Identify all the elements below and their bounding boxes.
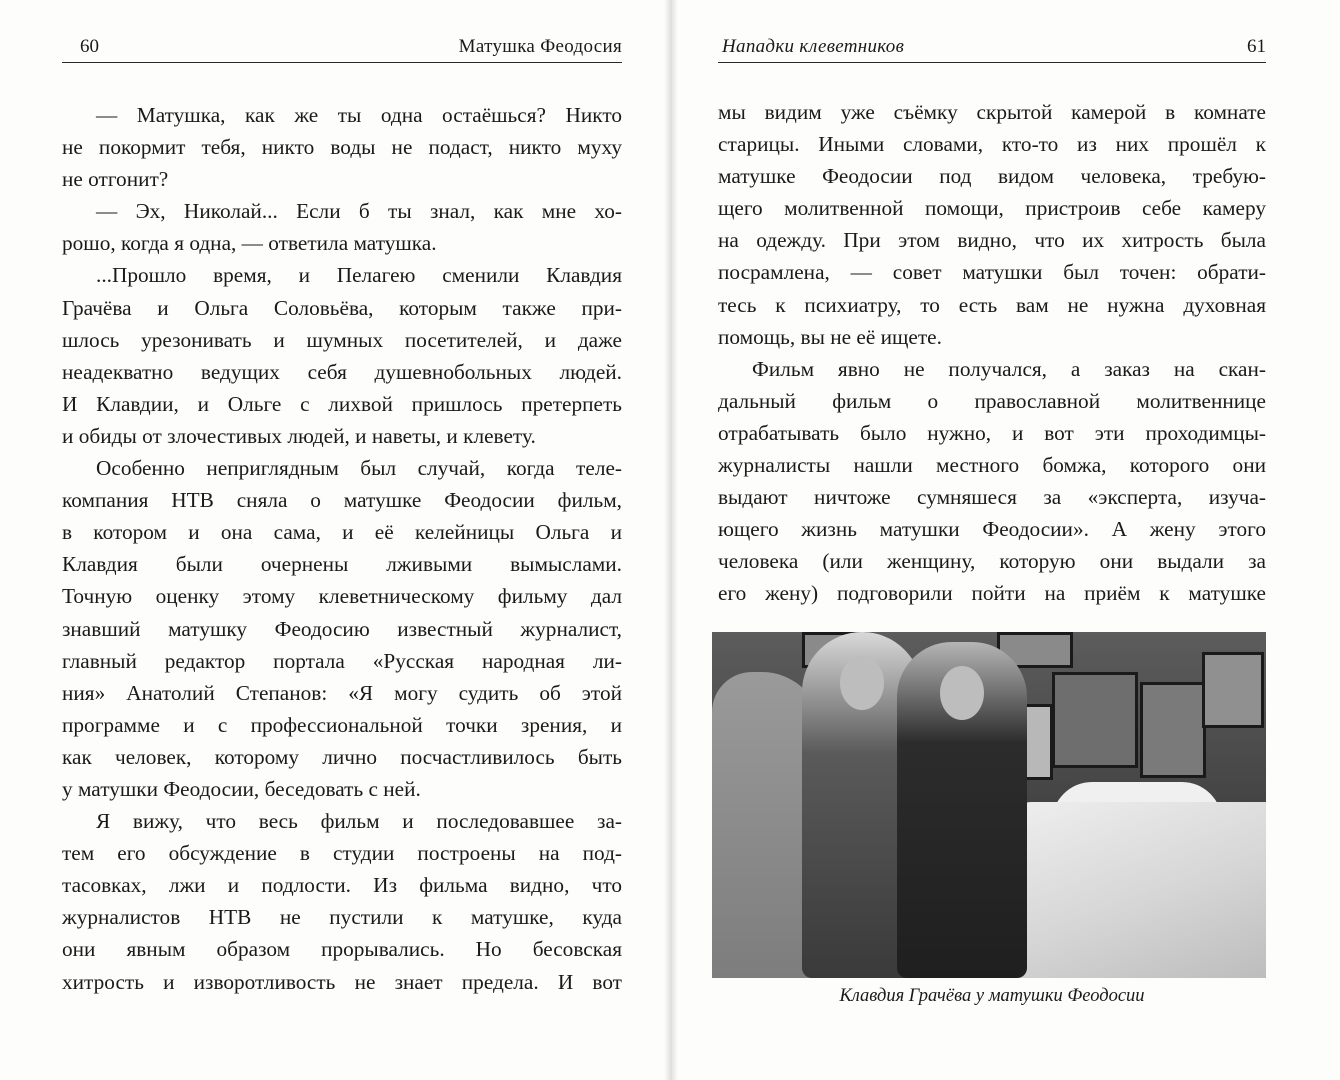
text-line: главный редактор портала «Русская народная ли- <box>62 648 622 673</box>
text-line: и обиды от злочестивых людей, и наветы, и клевету. <box>62 423 536 448</box>
text-line: как человек, которому лично посчастливилось быть <box>62 744 622 769</box>
text-line: ющего жизнь матушки Феодосии». А жену этого <box>718 517 1266 542</box>
photo-bed <box>1002 802 1266 978</box>
text-line: неадекватно ведущих себя душевнобольных людей. <box>62 359 622 384</box>
text-line: на одежду. При этом видно, что их хитрость была <box>718 228 1266 253</box>
text-line: они явным образом прорывались. Но бесовская <box>62 937 622 962</box>
text-line: у матушки Феодосии, беседовать с ней. <box>62 776 421 801</box>
text-line: программе и с профессиональной точки зрения, и <box>62 712 622 737</box>
text-line: выдают ничтоже сумняшеся за «эксперта, изуча- <box>718 485 1266 510</box>
text-line: тасовках, лжи и подлости. Из фильма видно, что <box>62 873 622 898</box>
photo-face-2 <box>940 666 984 720</box>
text-line: журналистов НТВ не пустили к матушке, куда <box>62 905 622 930</box>
right-body-text <box>718 96 1266 610</box>
text-line: шлось урезонивать и шумных посетителей, и даже <box>62 327 622 352</box>
text-line: хитрость и изворотливость не знает предела. И вот <box>62 969 622 994</box>
running-head-title: Матушка Феодосия <box>458 36 622 57</box>
page-number: 61 <box>1247 36 1266 57</box>
text-line: компания НТВ сняла о матушке Феодосии фильм, <box>62 488 622 513</box>
text-line: — Матушка, как же ты одна остаёшься? Никто <box>96 103 622 127</box>
text-line: И Клавдии, и Ольге с лихвой пришлось претерпеть <box>62 391 622 416</box>
text-line: не отгонит? <box>62 167 169 192</box>
text-line: посрамлена, — совет матушки был точен: обрати- <box>718 260 1266 285</box>
text-line: ...Прошло время, и Пелагею сменили Клавдия <box>96 263 622 288</box>
text-line: мы видим уже съёмку скрытой камерой в комнате <box>718 100 1266 124</box>
icon-frame-5 <box>1140 682 1206 778</box>
text-line: отрабатывать было нужно, и вот эти проходимцы- <box>718 420 1266 445</box>
icon-frame-3 <box>1052 672 1138 768</box>
photo-illustration <box>712 632 1266 978</box>
text-line: матушке Феодосии под видом человека, требую- <box>718 164 1266 189</box>
text-line: ния» Анатолий Степанов: «Я могу судить об этой <box>62 680 622 705</box>
text-line: — Эх, Николай... Если б ты знал, как мне хо- <box>96 199 622 224</box>
left-body-text <box>62 99 622 998</box>
text-line: тем его обсуждение в студии построены на под- <box>62 841 622 866</box>
text-line: Фильм явно не получался, а заказ на скан- <box>752 356 1266 381</box>
text-line: знавший матушку Феодосию известный журналист, <box>62 616 622 641</box>
text-line: щего молитвенной помощи, пристроив себе камеру <box>718 196 1266 221</box>
text-line: Точную оценку этому клеветническому фильму дал <box>62 584 622 609</box>
running-head-title: Нападки клеветников <box>722 36 905 57</box>
text-line: человека (или женщину, которую они выдали за <box>718 549 1266 574</box>
running-head-right <box>718 32 1266 63</box>
text-line: дальный фильм о православной молитвеннице <box>718 388 1266 413</box>
book-gutter <box>664 0 678 1080</box>
photo-face-1 <box>840 656 884 710</box>
text-line: в котором и она сама, и её келейницы Ольга и <box>62 520 622 545</box>
text-line: тесь к психиатру, то есть вам не нужна духовная <box>718 292 1266 317</box>
icon-frame-6 <box>1202 652 1264 728</box>
text-line: старицы. Иными словами, кто-то из них прошёл к <box>718 132 1266 157</box>
text-line: Особенно неприглядным был случай, когда теле- <box>96 456 622 481</box>
text-line: журналисты нашли местного бомжа, которого они <box>718 453 1266 478</box>
photo-caption: Клавдия Грачёва у матушки Феодосии <box>839 986 1145 1006</box>
text-line: Я вижу, что весь фильм и последовавшее за- <box>96 809 622 834</box>
text-line: рошо, когда я одна, — ответила матушка. <box>62 231 437 256</box>
text-line: Клавдия были очернены лживыми вымыслами. <box>62 552 622 577</box>
page-number: 60 <box>80 36 99 57</box>
text-line: помощь, вы не её ищете. <box>718 324 942 349</box>
text-line: Грачёва и Ольга Соловьёва, которым также при- <box>62 295 622 320</box>
text-line: его жену) подговорили пойти на приём к матушке <box>718 581 1266 606</box>
text-line: не покормит тебя, никто воды не подаст, никто муху <box>62 135 622 160</box>
running-head-left <box>62 32 622 63</box>
